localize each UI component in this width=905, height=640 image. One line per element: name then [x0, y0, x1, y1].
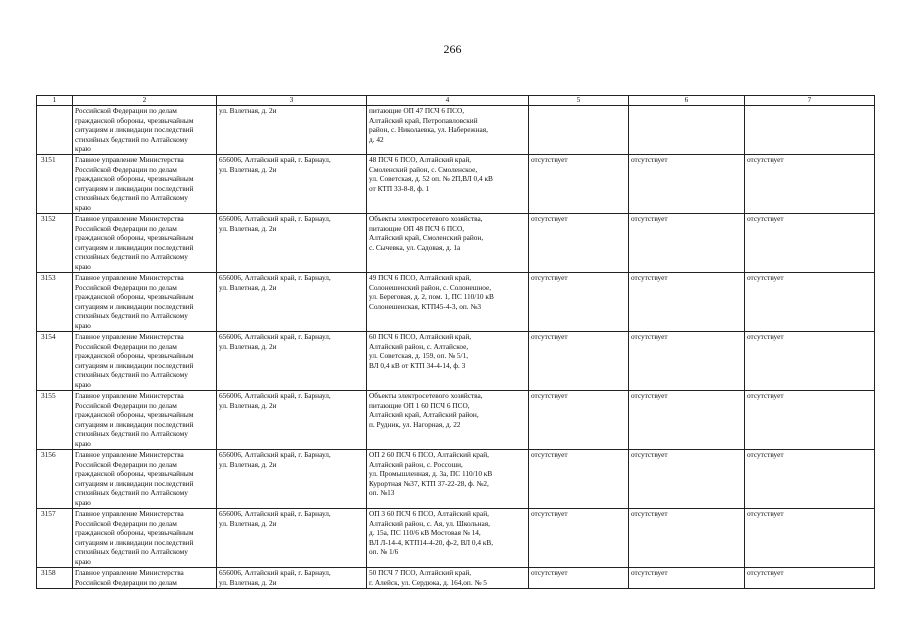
column-7-cell: отсутствует — [745, 391, 875, 450]
column-7-cell: отсутствует — [745, 273, 875, 332]
organization-cell: Главное управление Министерства Российской Федерации по делам гражданской обороны, чрезвычайным ситуациям и ликвидации последствий стихийных бедствий по Алтайскому краю — [73, 509, 217, 568]
column-5-cell: отсутствует — [529, 214, 629, 273]
column-number-header: 6 — [629, 96, 745, 106]
organization-cell: Главное управление Министерства Российской Федерации по делам гражданской обороны, чрезвычайным ситуациям и ликвидации последствий стихийных бедствий по Алтайскому краю — [73, 391, 217, 450]
column-6-cell: отсутствует — [629, 450, 745, 509]
organization-cell: Главное управление Министерства Российской Федерации по делам гражданской обороны, чрезвычайным ситуациям и ликвидации последствий стихийных бедствий по Алтайскому краю — [73, 155, 217, 214]
table-row — [37, 106, 875, 155]
object-location-cell: питающие ОП 47 ПСЧ 6 ПСО, Алтайский край, Петропавловский район, с. Николаевка, ул. Набережная, д. 42 — [367, 106, 529, 155]
registry-table — [36, 95, 875, 589]
column-7-cell: отсутствует — [745, 155, 875, 214]
column-5-cell: отсутствует — [529, 509, 629, 568]
record-number-cell: 3158 — [37, 568, 73, 589]
address-cell: 656006, Алтайский край, г. Барнаул, ул. Взлетная, д. 2и — [217, 450, 367, 509]
record-number-cell: 3154 — [37, 332, 73, 391]
column-5-cell: отсутствует — [529, 273, 629, 332]
column-7-cell — [745, 106, 875, 155]
address-cell: ул. Взлетная, д. 2и — [217, 106, 367, 155]
page-number: 266 — [443, 42, 462, 56]
column-number-header: 3 — [217, 96, 367, 106]
column-number-header: 1 — [37, 96, 73, 106]
column-number-header: 5 — [529, 96, 629, 106]
address-cell: 656006, Алтайский край, г. Барнаул, ул. Взлетная, д. 2и — [217, 568, 367, 589]
organization-cell: Главное управление Министерства Российской Федерации по делам — [73, 568, 217, 589]
object-location-cell: 48 ПСЧ 6 ПСО, Алтайский край, Смоленский район, с. Смоленское, ул. Советская, д. 52 оп. № 2П,ВЛ 0,4 кВ от КТП 33-8-8, ф. 1 — [367, 155, 529, 214]
table-row — [37, 214, 875, 273]
address-cell: 656006, Алтайский край, г. Барнаул, ул. Взлетная, д. 2и — [217, 214, 367, 273]
column-7-cell: отсутствует — [745, 509, 875, 568]
table-row — [37, 273, 875, 332]
column-number-header: 4 — [367, 96, 529, 106]
organization-cell: Российской Федерации по делам гражданской обороны, чрезвычайным ситуациям и ликвидации последствий стихийных бедствий по Алтайскому краю — [73, 106, 217, 155]
table-row — [37, 155, 875, 214]
record-number-cell: 3157 — [37, 509, 73, 568]
column-number-header-row — [37, 96, 875, 106]
column-6-cell: отсутствует — [629, 214, 745, 273]
address-cell: 656006, Алтайский край, г. Барнаул, ул. Взлетная, д. 2и — [217, 391, 367, 450]
table-row — [37, 391, 875, 450]
column-6-cell — [629, 106, 745, 155]
column-number-header: 2 — [73, 96, 217, 106]
column-7-cell: отсутствует — [745, 214, 875, 273]
table-row — [37, 332, 875, 391]
organization-cell: Главное управление Министерства Российской Федерации по делам гражданской обороны, чрезвычайным ситуациям и ликвидации последствий стихийных бедствий по Алтайскому краю — [73, 214, 217, 273]
column-6-cell: отсутствует — [629, 568, 745, 589]
object-location-cell: 60 ПСЧ 6 ПСО, Алтайский край, Алтайский район, с. Алтайское, ул. Советская, д. 159, оп. № 5/1, ВЛ 0,4 кВ от КТП 34-4-14, ф. 3 — [367, 332, 529, 391]
organization-cell: Главное управление Министерства Российской Федерации по делам гражданской обороны, чрезвычайным ситуациям и ликвидации последствий стихийных бедствий по Алтайскому краю — [73, 332, 217, 391]
address-cell: 656006, Алтайский край, г. Барнаул, ул. Взлетная, д. 2и — [217, 509, 367, 568]
table-row — [37, 450, 875, 509]
record-number-cell — [37, 106, 73, 155]
record-number-cell: 3156 — [37, 450, 73, 509]
object-location-cell: 50 ПСЧ 7 ПСО, Алтайский край, г. Алейск, ул. Сердюка, д. 164,оп. № 5 — [367, 568, 529, 589]
table-row — [37, 509, 875, 568]
record-number-cell: 3151 — [37, 155, 73, 214]
address-cell: 656006, Алтайский край, г. Барнаул, ул. Взлетная, д. 2и — [217, 273, 367, 332]
column-7-cell: отсутствует — [745, 568, 875, 589]
column-5-cell: отсутствует — [529, 391, 629, 450]
column-5-cell: отсутствует — [529, 568, 629, 589]
column-6-cell: отсутствует — [629, 509, 745, 568]
column-5-cell: отсутствует — [529, 155, 629, 214]
object-location-cell: Объекты электросетевого хозяйства, питающие ОП 1 60 ПСЧ 6 ПСО, Алтайский край, Алтайский район, п. Рудник, ул. Нагорная, д. 22 — [367, 391, 529, 450]
object-location-cell: Объекты электросетевого хозяйства, питающие ОП 48 ПСЧ 6 ПСО, Алтайский край, Смоленский район, с. Сычевка, ул. Садовая, д. 1а — [367, 214, 529, 273]
column-6-cell: отсутствует — [629, 273, 745, 332]
organization-cell: Главное управление Министерства Российской Федерации по делам гражданской обороны, чрезвычайным ситуациям и ликвидации последствий стихийных бедствий по Алтайскому краю — [73, 273, 217, 332]
column-6-cell: отсутствует — [629, 155, 745, 214]
column-5-cell — [529, 106, 629, 155]
record-number-cell: 3155 — [37, 391, 73, 450]
column-5-cell: отсутствует — [529, 450, 629, 509]
column-6-cell: отсутствует — [629, 332, 745, 391]
column-7-cell: отсутствует — [745, 450, 875, 509]
column-5-cell: отсутствует — [529, 332, 629, 391]
object-location-cell: ОП 3 60 ПСЧ 6 ПСО, Алтайский край, Алтайский район, с. Ая, ул. Школьная, д. 15а, ПС 110/6 кВ Мостовая № 14, ВЛ Л-14-4, КТП14-4-20, ф-2, ВЛ 0,4 кВ, оп. № 1/6 — [367, 509, 529, 568]
organization-cell: Главное управление Министерства Российской Федерации по делам гражданской обороны, чрезвычайным ситуациям и ликвидации последствий стихийных бедствий по Алтайскому краю — [73, 450, 217, 509]
record-number-cell: 3152 — [37, 214, 73, 273]
address-cell: 656006, Алтайский край, г. Барнаул, ул. Взлетная, д. 2и — [217, 155, 367, 214]
record-number-cell: 3153 — [37, 273, 73, 332]
column-7-cell: отсутствует — [745, 332, 875, 391]
column-number-header: 7 — [745, 96, 875, 106]
table-row — [37, 568, 875, 589]
address-cell: 656006, Алтайский край, г. Барнаул, ул. Взлетная, д. 2и — [217, 332, 367, 391]
column-6-cell: отсутствует — [629, 391, 745, 450]
object-location-cell: 49 ПСЧ 6 ПСО, Алтайский край, Солонешенский район, с. Солонешное, ул. Береговая, д. 2, пом. 1, ПС 110/10 кВ Солонешенская, КТП45-4-3, оп. №3 — [367, 273, 529, 332]
object-location-cell: ОП 2 60 ПСЧ 6 ПСО, Алтайский край, Алтайский район, с. Россоши, ул. Промышленная, д. 3а, ПС 110/10 кВ Курортная №37, КТП 37-22-28, ф. №2, оп. №13 — [367, 450, 529, 509]
